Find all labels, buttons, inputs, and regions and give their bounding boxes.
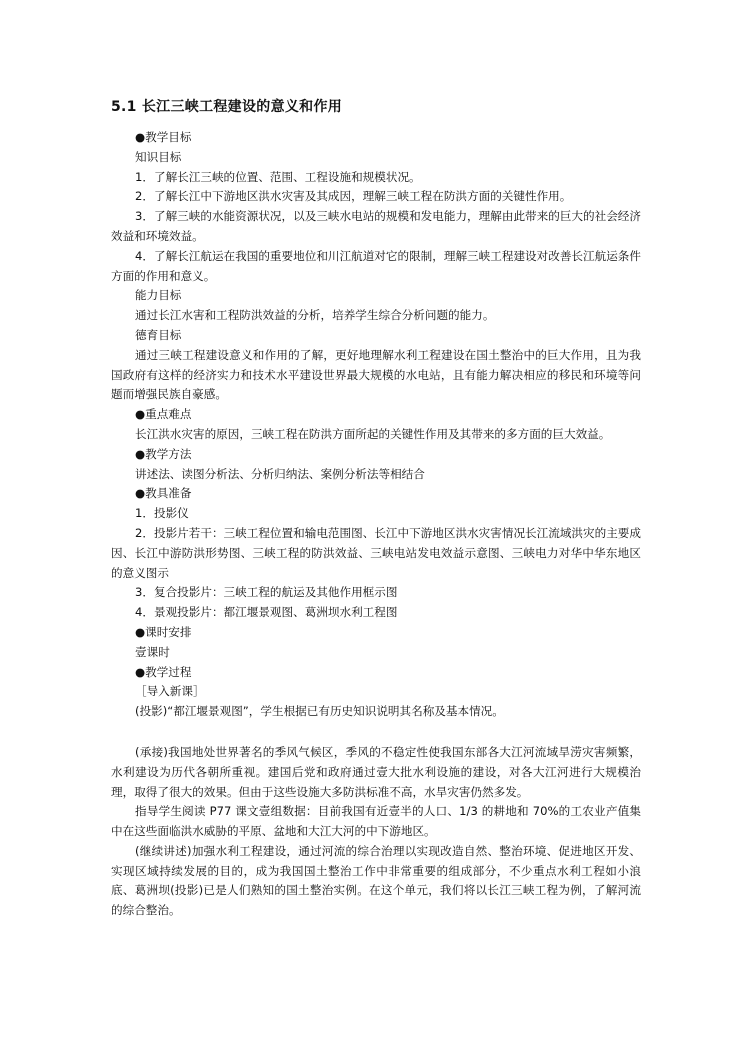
process-paragraph-3: 指导学生阅读 P77 课文壹组数据：目前我国有近壹半的人口、1/3 的耕地和 70%的工农业产值集中在这些面临洪水威胁的平原、盆地和大江大河的中下游地区。 bbox=[111, 804, 641, 839]
subheading-knowledge-goals: 知识目标 bbox=[135, 149, 182, 164]
subheading-moral-goals: 德育目标 bbox=[135, 327, 182, 342]
section-title: 5.1 长江三峡工程建设的意义和作用 bbox=[111, 99, 343, 115]
heading-teaching-goals: ●教学目标 bbox=[135, 130, 192, 144]
heading-key-points: ●重点难点 bbox=[135, 407, 192, 422]
teaching-aid-3: 3．复合投影片：三峡工程的航运及其他作用框示图 bbox=[135, 585, 398, 600]
knowledge-goal-4: 4．了解长江航运在我国的重要地位和川江航道对它的限制，理解三峡工程建设对改善长江航运条件方面的作用和意义。 bbox=[111, 248, 641, 283]
ability-goal-text: 通过长江水害和工程防洪效益的分析，培养学生综合分析问题的能力。 bbox=[135, 308, 495, 323]
teaching-methods-text: 讲述法、读图分析法、分析归纳法、案例分析法等相结合 bbox=[135, 466, 425, 481]
heading-teaching-aids: ●教具准备 bbox=[135, 486, 192, 501]
knowledge-goal-1: 1．了解长江三峡的位置、范围、工程设施和规模状况。 bbox=[135, 169, 421, 184]
process-paragraph-1: (投影)“都江堰景观图”，学生根据已有历史知识说明其名称及基本情况。 bbox=[135, 704, 504, 719]
heading-teaching-methods: ●教学方法 bbox=[135, 446, 192, 461]
knowledge-goal-3: 3．了解三峡的水能资源状况，以及三峡水电站的规模和发电能力，理解由此带来的巨大的社会经济效益和环境效益。 bbox=[111, 209, 641, 243]
teaching-aid-1: 1．投影仪 bbox=[135, 506, 189, 521]
teaching-aid-4: 4．景观投影片：都江堰景观图、葛洲坝水利工程图 bbox=[135, 605, 398, 620]
heading-schedule: ●课时安排 bbox=[135, 624, 192, 639]
key-points-text: 长江洪水灾害的原因，三峡工程在防洪方面所起的关键性作用及其带来的多方面的巨大效益。 bbox=[135, 426, 611, 441]
process-paragraph-2: (承接)我国地处世界著名的季风气候区，季风的不稳定性使我国东部各大江河流域旱涝灾害频繁，水利建设为历代各朝所重视。建国后党和政府通过壹大批水利设施的建设，对各大江河进行大规模治理，取得了很大的效果。但由于这些设施大多防洪标准不高，水旱灾害仍然多发。 bbox=[111, 744, 641, 799]
teaching-aid-2: 2．投影片若干：三峡工程位置和输电范围图、长江中下游地区洪水灾害情况长江流域洪灾的主要成因、长江中游防洪形势图、三峡工程的防洪效益、三峡电站发电效益示意图、三峡电力对华中华东地区的意义图示 bbox=[111, 525, 641, 580]
moral-goal-text: 通过三峡工程建设意义和作用的了解，更好地理解水利工程建设在国土整治中的巨大作用，且为我国政府有这样的经济实力和技术水平建设世界最大规模的水电站，且有能力解决相应的移民和环境等问题而增强民族自豪感。 bbox=[111, 347, 641, 402]
subheading-ability-goals: 能力目标 bbox=[135, 288, 182, 303]
process-paragraph-4: (继续讲述)加强水利工程建设，通过河流的综合治理以实现改造自然、整治环境、促进地区开发、实现区域持续发展的目的，成为我国国土整治工作中非常重要的组成部分，不少重点水利工程如小浪底、葛洲坝(投影)已是人们熟知的国土整治实例。在这个单元，我们将以长江三峡工程为例，了解河流的综合整治。 bbox=[111, 843, 641, 918]
document-body bbox=[111, 128, 641, 921]
knowledge-goal-2: 2．了解长江中下游地区洪水灾害及其成因，理解三峡工程在防洪方面的关键性作用。 bbox=[135, 189, 572, 204]
heading-teaching-process: ●教学过程 bbox=[135, 664, 192, 679]
schedule-text: 壹课时 bbox=[135, 644, 170, 659]
subheading-introduction: ［导入新课］ bbox=[135, 684, 205, 699]
paragraph-gap bbox=[111, 722, 641, 743]
